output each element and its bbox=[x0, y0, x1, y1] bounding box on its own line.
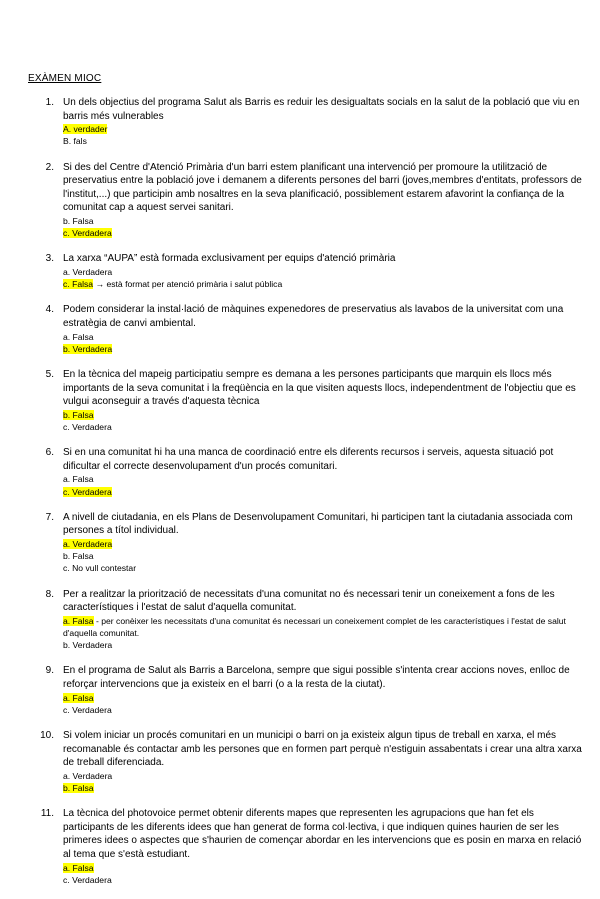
question-item bbox=[0, 807, 600, 886]
question-text: Un dels objectius del programa Salut als Barris es reduir les desigualtats socials en la salut de la població que viu en barris més vulnerables bbox=[63, 97, 580, 122]
answer-option bbox=[63, 123, 600, 135]
question-item bbox=[0, 588, 600, 652]
question-text: La xarxa “AUPA” està formada exclusivament per equips d'atenció primària bbox=[63, 253, 396, 265]
question-number: 7. bbox=[45, 511, 54, 523]
question-item bbox=[0, 729, 600, 794]
answer-option bbox=[63, 409, 600, 421]
question-number: 1. bbox=[45, 97, 54, 108]
question-item bbox=[0, 446, 600, 498]
answer-option: c. No vull contestar bbox=[63, 563, 137, 574]
answer-option bbox=[63, 538, 600, 550]
question-text: Si en una comunitat hi ha una manca de coordinació entre els diferents recursos i serveis, aquesta situació pot dificultar el correcte desenvolupament d'un procés comunitari. bbox=[63, 447, 554, 472]
answer-option: c. Verdadera bbox=[63, 704, 112, 715]
answer-option bbox=[63, 343, 600, 355]
question-text: Per a realitzar la priorització de necessitats d'una comunitat no és necessari tenir un coneixement a fons de les característiques i l'estat de salut d'aquella comunitat. bbox=[63, 588, 555, 614]
question-item bbox=[0, 511, 600, 575]
question-number: 11. bbox=[40, 808, 54, 820]
answer-option: c. Verdadera bbox=[63, 421, 112, 432]
question-item bbox=[0, 664, 600, 716]
answer-option bbox=[63, 227, 600, 239]
highlighted-answer: b. Verdadera bbox=[63, 343, 113, 354]
question-number: 4. bbox=[45, 304, 54, 316]
question-item bbox=[0, 161, 600, 240]
question-text: Si volem iniciar un procés comunitari en un municipi o barri on ja existeix algun tipus de treball en xarxa, el més recomanable és contactar amb les persones que en formen part perquè n'estiguin assabentats i crear una altra xarxa de treball diferenciada. bbox=[63, 729, 582, 769]
answer-option: b. Verdadera bbox=[63, 640, 113, 651]
question-item bbox=[0, 368, 600, 433]
question-number: 8. bbox=[45, 588, 54, 600]
answer-option: a. Falsa bbox=[63, 331, 94, 342]
answer-note: - per conèixer les necessitats d'una comunitat és necessari un coneixement complet de les característiques i l'estat de salut d'aquella comunitat. bbox=[63, 615, 566, 638]
question-number: 2. bbox=[45, 161, 54, 173]
answer-option: B. fals bbox=[63, 136, 87, 147]
answer-option: a. Verdadera bbox=[63, 770, 113, 781]
answer-option bbox=[63, 862, 600, 874]
document-title: EXÀMEN MIOC bbox=[28, 73, 102, 84]
question-text: Podem considerar la instal·lació de màquines expenedores de preservatius als lavabos de la universitat com una estratègia de canvi ambiental. bbox=[63, 304, 564, 329]
question-number: 9. bbox=[45, 665, 54, 677]
question-text: Si des del Centre d'Atenció Primària d'un barri estem planificant una intervenció per promoure la utilització de preservatius entre la població jove i demanem a diferents persones del barri (joves,membres d'entitats, professors de l'institut,...) que participin amb nosaltres en la seva planificació, possiblement estarem afavorint la confiança de la comunitat cap a aquest servei sanitari. bbox=[63, 161, 582, 214]
question-text: En el programa de Salut als Barris a Barcelona, sempre que sigui possible s'intenta crear accions noves, enlloc de reforçar intervencions que ja existeix en el barri (o a la resta de la ciutat). bbox=[63, 665, 570, 690]
question-text: A nivell de ciutadania, en els Plans de Desenvolupament Comunitari, hi participen tant la ciutadania associada com persones a títol individual. bbox=[63, 511, 573, 537]
question-number: 6. bbox=[45, 447, 54, 459]
highlighted-answer: b. Falsa bbox=[63, 782, 94, 793]
highlighted-answer: c. Falsa bbox=[63, 279, 94, 290]
highlighted-answer: c. Verdadera bbox=[63, 486, 112, 497]
answer-option bbox=[63, 615, 583, 639]
question-list bbox=[0, 96, 600, 899]
answer-option bbox=[63, 278, 600, 290]
highlighted-answer: a. Falsa bbox=[63, 615, 94, 626]
question-item bbox=[0, 303, 600, 355]
question-item bbox=[0, 252, 600, 290]
answer-option: a. Falsa bbox=[63, 474, 94, 485]
question-number: 10. bbox=[40, 729, 54, 741]
answer-option: b. Falsa bbox=[63, 551, 94, 562]
answer-option bbox=[63, 782, 600, 794]
answer-option: c. Verdadera bbox=[63, 874, 112, 885]
highlighted-answer: a. Falsa bbox=[63, 862, 94, 873]
answer-option bbox=[63, 692, 600, 704]
question-text: En la tècnica del mapeig participatiu sempre es demana a les persones participants que marquin els llocs més importants de la seva comunitat i la freqüència en la que visiten aquests llocs, independentment de l'objectiu que es vulgui aconseguir a través d'aquesta tècnica bbox=[63, 368, 576, 408]
question-number: 3. bbox=[45, 253, 54, 265]
highlighted-answer: b. Falsa bbox=[63, 409, 94, 420]
question-number: 5. bbox=[45, 368, 54, 380]
highlighted-answer: A. verdader bbox=[63, 124, 108, 135]
highlighted-answer: a. Verdadera bbox=[63, 538, 113, 549]
highlighted-answer: a. Falsa bbox=[63, 692, 94, 703]
question-item bbox=[0, 96, 600, 148]
answer-option bbox=[63, 486, 600, 498]
highlighted-answer: c. Verdadera bbox=[63, 228, 112, 239]
answer-note: → està format per atenció primària i salut pública bbox=[93, 279, 283, 290]
answer-option: b. Falsa bbox=[63, 215, 94, 226]
answer-option: a. Verdadera bbox=[63, 266, 113, 277]
question-text: La tècnica del photovoice permet obtenir diferents mapes que representen les agrupacions que han fet els participants de les diferents idees que han generat de forma col·lectiva, i que indiquen quines haurien de ser les primeres idees o aspectes que s'haurien de començar abordar en les intervencions que es posin en marxa en relació al tema que s'està estudiant. bbox=[63, 808, 582, 860]
